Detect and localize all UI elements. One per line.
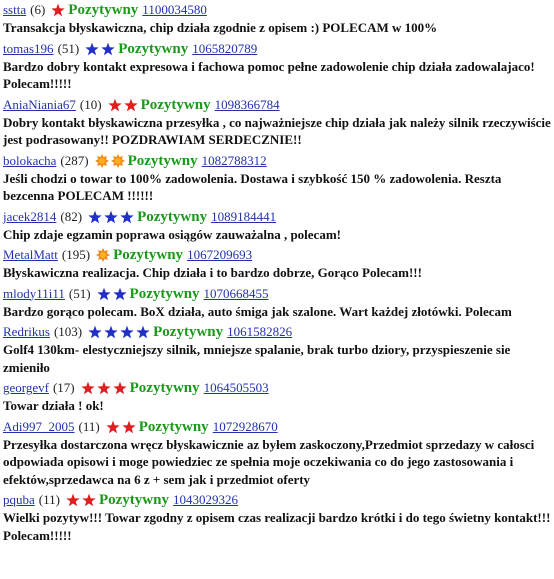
auction-link[interactable]: 1043029326 — [172, 492, 238, 507]
feedback-comment: Golf4 130km- elestyczniejszy silnik, mniejsze spalanie, brak turbo dziory, przyspieszenie sie zmieniło — [3, 342, 511, 375]
red-star-icon — [124, 98, 138, 112]
feedback-entry — [3, 490, 551, 544]
rating-label: Pozytywny — [127, 152, 198, 169]
feedback-header — [3, 95, 551, 114]
user-link[interactable]: georgevf — [3, 380, 49, 395]
feedback-entry — [3, 322, 551, 376]
feedback-comment: Bardzo dobry kontakt expresowa i fachowa pomoc pełne zadowolenie chip działa zadowalajaco! Polecam!!!!! — [3, 58, 535, 91]
red-star-icon — [66, 493, 80, 507]
feedback-comment: Jeśli chodzi o towar to 100% zadowolenia. Dostawa i szybkość 150 % zadowolenia. Reszta bezcenna POLECAM !!!!!! — [3, 170, 502, 203]
orange-sun-icon — [111, 154, 125, 168]
feedback-header — [3, 39, 551, 58]
auction-link[interactable]: 1082788312 — [201, 152, 267, 168]
auction-link[interactable]: 1067209693 — [187, 247, 253, 262]
feedback-comment: Błyskawiczna realizacja. Chip działa i to bardzo dobrze, Gorąco Polecam!!! — [3, 265, 422, 280]
orange-sun-icon — [95, 154, 109, 168]
rating-label: Pozytywny — [98, 492, 169, 508]
user-link[interactable]: tomas196 — [3, 40, 54, 56]
user-score: (10) — [79, 96, 102, 112]
feedback-header — [3, 207, 551, 226]
auction-link[interactable]: 1089184441 — [211, 208, 277, 224]
user-score: (195) — [61, 247, 91, 262]
user-score: (11) — [38, 492, 60, 507]
feedback-header — [3, 417, 551, 436]
rating-label: Pozytywny — [153, 324, 224, 340]
rating-label: Pozytywny — [113, 247, 184, 263]
auction-link[interactable]: 1061582826 — [227, 324, 293, 339]
feedback-header — [3, 151, 551, 170]
feedback-comment: Chip zdaje egzamin poprawa osiągów zauważalna , polecam! — [3, 226, 341, 242]
blue-star-icon — [97, 287, 111, 301]
feedback-header — [3, 322, 551, 341]
feedback-entry — [3, 39, 551, 93]
user-score: (17) — [52, 380, 75, 395]
blue-star-icon — [104, 325, 118, 339]
red-star-icon — [97, 381, 111, 395]
blue-star-icon — [120, 325, 134, 339]
feedback-header — [3, 245, 551, 264]
rating-label: Pozytywny — [129, 380, 200, 396]
feedback-header — [3, 284, 551, 303]
blue-star-icon — [88, 210, 102, 224]
user-score: (51) — [57, 40, 80, 56]
red-star-icon — [106, 420, 120, 434]
feedback-entry — [3, 207, 551, 244]
red-star-icon — [82, 493, 96, 507]
red-star-icon — [108, 98, 122, 112]
red-star-icon — [81, 381, 95, 395]
auction-link[interactable]: 1065820789 — [192, 40, 258, 56]
feedback-entry — [3, 417, 551, 489]
rating-label: Pozytywny — [118, 40, 189, 57]
red-star-icon — [122, 420, 136, 434]
feedback-list — [3, 0, 551, 546]
user-score: (6) — [30, 2, 46, 17]
rating-label: Pozytywny — [68, 2, 139, 18]
orange-sun-icon — [96, 248, 110, 262]
feedback-header — [3, 378, 551, 397]
feedback-entry — [3, 378, 551, 415]
rating-label: Pozytywny — [129, 285, 200, 302]
auction-link[interactable]: 1098366784 — [214, 96, 280, 112]
blue-star-icon — [85, 42, 99, 56]
feedback-entry — [3, 95, 551, 149]
rating-label: Pozytywny — [137, 208, 208, 225]
user-score: (103) — [53, 324, 83, 339]
feedback-header — [3, 0, 551, 19]
auction-link[interactable]: 1064505503 — [203, 380, 269, 395]
user-link[interactable]: AniaNiania67 — [3, 96, 76, 112]
user-score: (11) — [78, 418, 100, 434]
user-score: (287) — [60, 152, 89, 168]
red-star-icon — [113, 381, 127, 395]
blue-star-icon — [136, 325, 150, 339]
auction-link[interactable]: 1100034580 — [142, 2, 207, 17]
user-link[interactable]: sstta — [3, 2, 27, 17]
blue-star-icon — [120, 210, 134, 224]
feedback-entry — [3, 245, 551, 282]
user-link[interactable]: pquba — [3, 492, 35, 507]
feedback-comment: Transakcja błyskawiczna, chip działa zgodnie z opisem :) POLECAM w 100% — [3, 20, 438, 35]
feedback-entry — [3, 151, 551, 205]
feedback-comment: Przesyłka dostarczona wręcz błyskawicznie az byłem zaskoczony,Przedmiot sprzedazy w całosci odpowiada opisowi i moge powiedziec ze spełnia moje oczekiwania co do jego zastosowania i efektów,sprzedawca na 6 z + sem jak i przedmiot oferty — [3, 436, 535, 487]
rating-label: Pozytywny — [138, 418, 209, 435]
user-link[interactable]: mlody11i11 — [3, 285, 65, 301]
red-star-icon — [51, 3, 65, 17]
feedback-comment: Bardzo gorąco polecam. BoX działa, auto śmiga jak szalone. Wart każdej złotówki. Polecam — [3, 303, 512, 319]
feedback-entry — [3, 284, 551, 321]
user-link[interactable]: Redrikus — [3, 324, 50, 339]
feedback-header — [3, 490, 551, 509]
user-score: (51) — [68, 285, 91, 301]
user-link[interactable]: bolokacha — [3, 152, 57, 168]
feedback-comment: Towar działa ! ok! — [3, 398, 104, 413]
blue-star-icon — [113, 287, 127, 301]
user-link[interactable]: MetalMatt — [3, 247, 58, 262]
user-score: (82) — [60, 208, 83, 224]
user-link[interactable]: Adi997_2005 — [3, 418, 75, 434]
feedback-comment: Dobry kontakt błyskawiczna przesyłka , co najważniejsze chip działa jak należy silnik rzeczywiście jest podrasowany!! POZDRAWIAM SERDECZNIE!! — [3, 114, 551, 147]
blue-star-icon — [104, 210, 118, 224]
feedback-entry — [3, 0, 551, 37]
blue-star-icon — [101, 42, 115, 56]
auction-link[interactable]: 1070668455 — [203, 285, 269, 301]
blue-star-icon — [88, 325, 102, 339]
feedback-comment: Wielki pozytyw!!! Towar zgodny z opisem czas realizacji bardzo krótki i do tego świetny kontakt!!! Polecam!!!!! — [3, 510, 551, 543]
auction-link[interactable]: 1072928670 — [212, 418, 278, 434]
user-link[interactable]: jacek2814 — [3, 208, 57, 224]
rating-label: Pozytywny — [140, 96, 211, 113]
